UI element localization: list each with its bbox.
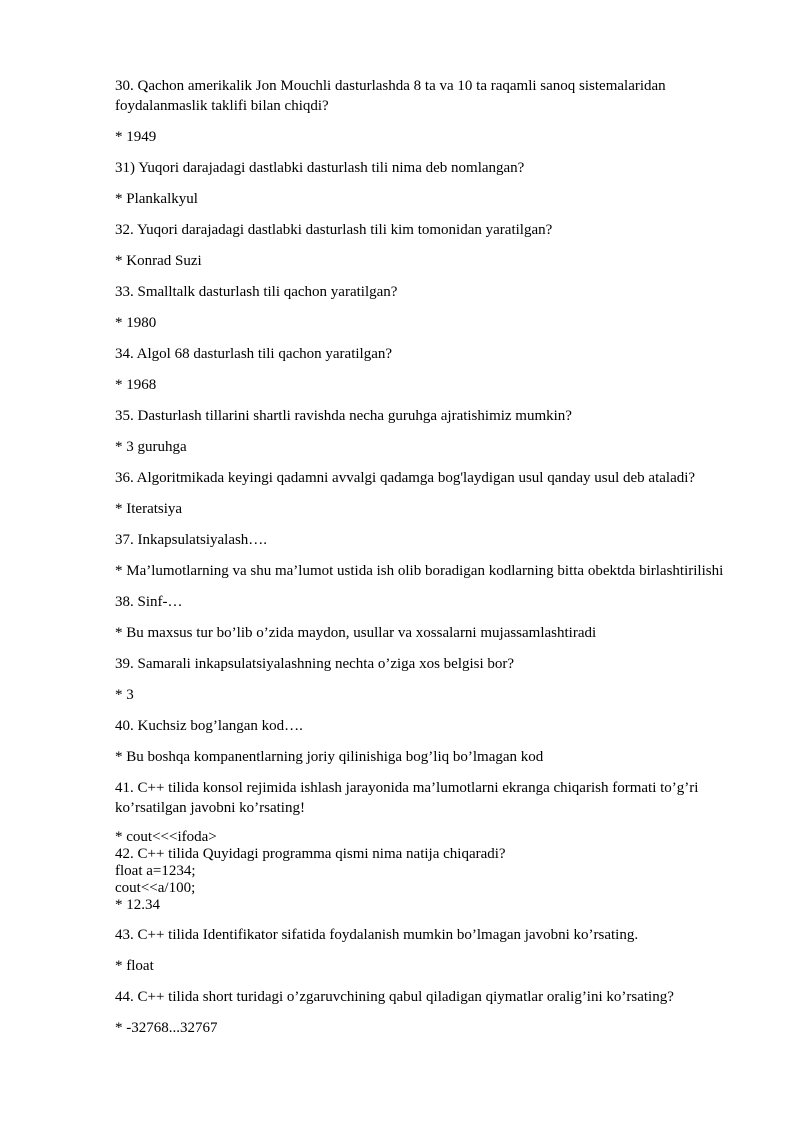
answer-text: * Plankalkyul [115, 191, 198, 207]
question-text: 33. Smalltalk dasturlash tili qachon yaratilgan? [115, 284, 398, 300]
answer-text: * Iteratsiya [115, 501, 183, 517]
answer-text: * -32768...32767 [115, 1020, 218, 1036]
code-block [115, 829, 755, 914]
answer-text: * 3 guruhga [115, 439, 187, 455]
code-line: float a=1234; [115, 863, 196, 879]
answer-text: * Ma’lumotlarning va shu ma’lumot ustida ish olib boradigan kodlarning bitta obektda birlashtirilishi [115, 563, 724, 579]
answer-text: * 1949 [115, 129, 157, 145]
answer-text: * 3 [115, 687, 134, 703]
answer-text: * 1968 [115, 377, 157, 393]
question-text: 43. C++ tilida Identifikator sifatida foydalanish mumkin bo’lmagan javobni ko’rsating. [115, 927, 639, 943]
question-text: 35. Dasturlash tillarini shartli ravishda necha guruhga ajratishimiz mumkin? [115, 408, 572, 424]
code-line: * cout<<<ifoda> [115, 829, 217, 845]
answer-text: * float [115, 958, 154, 974]
question-text: 41. C++ tilida konsol rejimida ishlash jarayonida ma’lumotlarni ekranga chiqarish formati to’g’ri ko’rsatilgan javobni ko’rsating! [115, 780, 703, 816]
code-line: cout<<a/100; [115, 880, 196, 896]
answer-text: * Bu boshqa kompanentlarning joriy qilinishiga bog’liq bo’lmagan kod [115, 749, 544, 765]
question-text: 34. Algol 68 dasturlash tili qachon yaratilgan? [115, 346, 393, 362]
document-body [115, 76, 755, 1049]
question-text: 30. Qachon amerikalik Jon Mouchli dasturlashda 8 ta va 10 ta raqamli sanoq sistemalaridan foydalanmaslik taklifi bilan chiqdi? [115, 78, 670, 114]
question-text: 44. C++ tilida short turidagi o’zgaruvchining qabul qiladigan qiymatlar oralig’ini ko’rsating? [115, 989, 674, 1005]
question-text: 37. Inkapsulatsiyalash…. [115, 532, 268, 548]
answer-text: * 1980 [115, 315, 157, 331]
code-line: 42. C++ tilida Quyidagi programma qismi nima natija chiqaradi? [115, 846, 506, 862]
question-text: 40. Kuchsiz bog’langan kod…. [115, 718, 303, 734]
answer-text: * Bu maxsus tur bo’lib o’zida maydon, usullar va xossalarni mujassamlashtiradi [115, 625, 597, 641]
question-text: 31) Yuqori darajadagi dastlabki dasturlash tili nima deb nomlangan? [115, 160, 525, 176]
answer-text: * Konrad Suzi [115, 253, 202, 269]
question-text: 39. Samarali inkapsulatsiyalashning nechta o’ziga xos belgisi bor? [115, 656, 515, 672]
question-text: 32. Yuqori darajadagi dastlabki dasturlash tili kim tomonidan yaratilgan? [115, 222, 553, 238]
code-line: * 12.34 [115, 897, 160, 913]
question-text: 36. Algoritmikada keyingi qadamni avvalgi qadamga bog'laydigan usul qanday usul deb ataladi? [115, 470, 696, 486]
question-text: 38. Sinf-… [115, 594, 183, 610]
